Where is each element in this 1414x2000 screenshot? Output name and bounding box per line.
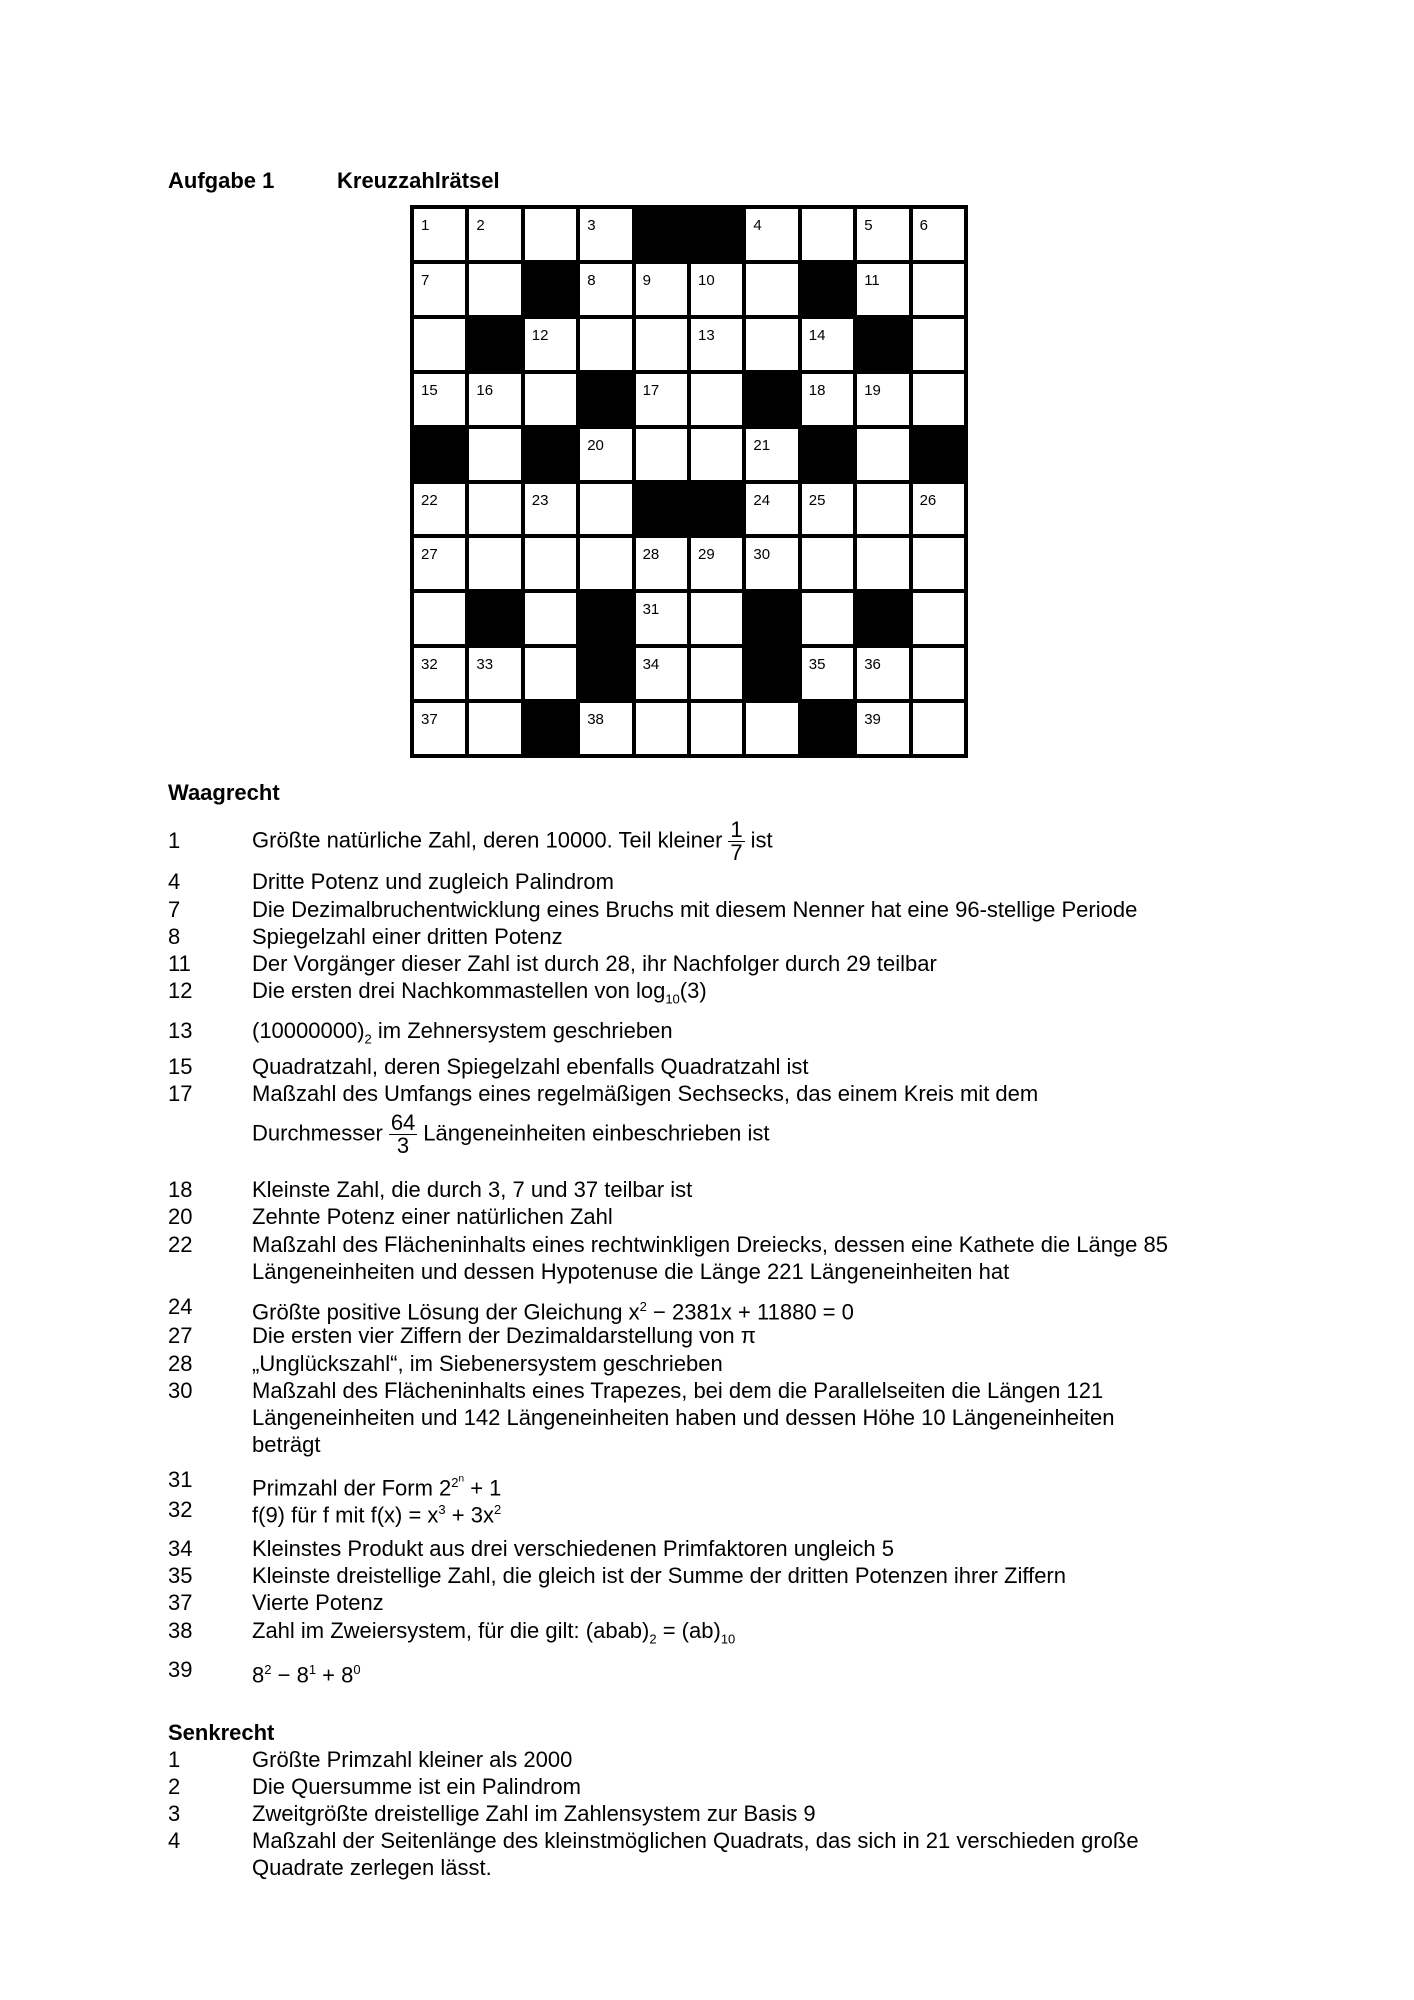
- clue-text: + 1: [470, 1475, 502, 1501]
- clue-text: Die ersten drei Nachkommastellen von: [252, 978, 630, 1003]
- task-label: Aufgabe 1: [168, 168, 275, 193]
- cell-number: 31: [642, 601, 660, 619]
- grid-cell[interactable]: [746, 319, 801, 374]
- grid-cell[interactable]: [469, 484, 524, 539]
- grid-cell[interactable]: [913, 593, 968, 648]
- exponent: 2: [639, 1299, 647, 1314]
- grid-cell[interactable]: [414, 319, 469, 374]
- clue-text: Zehnte Potenz einer natürlichen Zahl: [252, 1204, 613, 1229]
- clue-number: 37: [168, 1590, 193, 1615]
- grid-cell[interactable]: [414, 209, 469, 264]
- grid-cell[interactable]: [802, 593, 857, 648]
- exponent: 2: [493, 1502, 502, 1517]
- cell-number: 24: [753, 491, 771, 509]
- grid-cell[interactable]: [580, 538, 635, 593]
- clue-text: im Zehnersystem geschrieben: [377, 1018, 673, 1043]
- exponent: 2: [451, 1475, 459, 1491]
- grid-cell[interactable]: [746, 538, 801, 593]
- clue-text: Der Vorgänger dieser Zahl ist durch 28, ihr Nachfolger durch 29 teilbar: [252, 951, 937, 976]
- grid-cell[interactable]: [469, 648, 524, 703]
- grid-cell[interactable]: [913, 703, 968, 758]
- clue-number: 30: [168, 1378, 193, 1403]
- clue-number: 38: [168, 1618, 193, 1643]
- fraction-denominator: 7: [730, 840, 743, 865]
- equation-rest: − 2381x + 11880 = 0: [653, 1299, 854, 1325]
- number-base: 10: [720, 1631, 736, 1647]
- grid-cell[interactable]: [802, 484, 857, 539]
- clue-number: 17: [168, 1081, 193, 1106]
- grid-cell[interactable]: [691, 703, 746, 758]
- function-definition: f(x) = x: [370, 1502, 439, 1528]
- clue-number: 20: [168, 1204, 193, 1229]
- clue-number: 11: [168, 951, 191, 976]
- grid-cell[interactable]: [636, 703, 691, 758]
- cell-number: 7: [421, 271, 430, 289]
- grid-cell[interactable]: [857, 538, 912, 593]
- grid-cell[interactable]: [746, 429, 801, 484]
- log-base: 10: [665, 991, 680, 1007]
- cell-number: 35: [808, 656, 826, 674]
- fraction-denominator: 3: [396, 1133, 410, 1158]
- clue-text: Dritte Potenz und zugleich Palindrom: [252, 869, 614, 894]
- clue-number: 3: [168, 1801, 181, 1826]
- grid-cell[interactable]: [913, 538, 968, 593]
- fraction: [389, 1112, 417, 1157]
- grid-cell[interactable]: [636, 648, 691, 703]
- cell-number: 27: [421, 546, 438, 564]
- cell-number: 30: [753, 546, 771, 564]
- grid-cell[interactable]: [414, 484, 469, 539]
- number-base: 2: [649, 1631, 657, 1647]
- grid-cell[interactable]: [580, 209, 635, 264]
- clue-text: Die ersten vier Ziffern der Dezimaldarstellung von: [252, 1323, 735, 1348]
- exponent-of-exponent: n: [458, 1474, 465, 1485]
- cell-number: 37: [421, 711, 438, 729]
- grid-cell[interactable]: [857, 484, 912, 539]
- grid-cell[interactable]: [469, 429, 524, 484]
- clue-number: 8: [168, 924, 181, 949]
- exponent: 2: [264, 1662, 272, 1677]
- clue-number: 13: [168, 1018, 193, 1043]
- cell-number: 2: [476, 217, 485, 234]
- clue-number: 28: [168, 1351, 193, 1376]
- grid-cell[interactable]: [691, 538, 746, 593]
- clue-text: Die Quersumme ist ein Palindrom: [252, 1774, 581, 1799]
- cell-number: 15: [421, 381, 438, 399]
- clue-number: 15: [168, 1054, 193, 1079]
- cell-number: 23: [531, 491, 549, 509]
- cell-number: 34: [642, 656, 660, 674]
- clue-text: Primzahl der Form: [252, 1475, 433, 1501]
- grid-cell[interactable]: [469, 374, 524, 429]
- fraction-numerator: 1: [730, 817, 743, 842]
- log-symbol: log: [635, 978, 666, 1003]
- cell-number: 16: [476, 381, 494, 399]
- black-cell: [525, 264, 580, 319]
- cell-number: 4: [753, 217, 762, 234]
- log-argument: (3): [679, 978, 707, 1003]
- clue-number: 4: [168, 1828, 181, 1853]
- black-cell: [580, 648, 635, 703]
- grid-cell[interactable]: [913, 319, 968, 374]
- grid-cell[interactable]: [580, 484, 635, 539]
- clue-text: Zahl im Zweiersystem, für die gilt:: [252, 1618, 580, 1643]
- power-base: − 8: [277, 1662, 309, 1688]
- grid-cell[interactable]: [469, 703, 524, 758]
- grid-cell[interactable]: [691, 593, 746, 648]
- grid-cell[interactable]: [414, 538, 469, 593]
- number-base: 2: [364, 1031, 372, 1047]
- clue-text: Längeneinheiten und 142 Längeneinheiten haben und dessen Höhe 10 Längeneinheiten: [252, 1405, 1115, 1430]
- exponent: 3: [438, 1502, 446, 1517]
- cell-number: 14: [808, 326, 826, 344]
- black-cell: [746, 648, 801, 703]
- down-title: Senkrecht: [168, 1720, 275, 1745]
- clue-number: 22: [168, 1232, 193, 1257]
- cell-number: 5: [864, 217, 873, 234]
- clue-text: Quadratzahl, deren Spiegelzahl ebenfalls Quadratzahl ist: [252, 1054, 809, 1079]
- equation-lhs: (abab): [585, 1618, 650, 1643]
- power-base: 2: [439, 1475, 452, 1501]
- grid-cell[interactable]: [913, 648, 968, 703]
- pi-symbol: π: [740, 1323, 756, 1348]
- exponent: 0: [353, 1662, 361, 1677]
- grid-cell[interactable]: [414, 264, 469, 319]
- clue-text: Maßzahl des Umfangs eines regelmäßigen Sechsecks, das einem Kreis mit dem: [252, 1081, 1039, 1106]
- clue-text: „Unglückszahl“, im Siebenersystem geschrieben: [252, 1351, 723, 1376]
- clue-number: 1: [168, 828, 181, 853]
- cell-number: 22: [421, 491, 438, 509]
- cell-number: 10: [698, 271, 715, 289]
- clue-number: 1: [168, 1747, 181, 1772]
- clue-number: 35: [168, 1563, 193, 1588]
- grid-cell[interactable]: [580, 429, 635, 484]
- cell-number: 11: [864, 271, 880, 289]
- grid-cell[interactable]: [469, 538, 524, 593]
- across-title: Waagrecht: [168, 780, 280, 805]
- grid-cell[interactable]: [857, 648, 912, 703]
- clue-text: Spiegelzahl einer dritten Potenz: [252, 924, 563, 949]
- clue-text: Größte natürliche Zahl, deren 10000. Teil kleiner: [252, 827, 723, 853]
- clue-text: Längeneinheiten und dessen Hypotenuse die Länge 221 Längeneinheiten hat: [252, 1259, 1010, 1284]
- grid-cell[interactable]: [636, 374, 691, 429]
- binary-value: (10000000): [252, 1018, 365, 1043]
- clue-text: Längeneinheiten einbeschrieben ist: [423, 1120, 770, 1146]
- cell-number: 3: [587, 217, 596, 234]
- cell-number: 36: [864, 656, 881, 674]
- grid-cell[interactable]: [414, 648, 469, 703]
- function-term: + 3x: [451, 1502, 494, 1528]
- cell-number: 18: [808, 381, 826, 399]
- crossword-grid: [410, 205, 968, 758]
- black-cell: [469, 319, 524, 374]
- grid-cell[interactable]: [746, 703, 801, 758]
- puzzle-title: Kreuzzahlrätsel: [337, 168, 500, 193]
- cell-number: 12: [531, 326, 549, 344]
- grid-cell[interactable]: [525, 593, 580, 648]
- cell-number: 33: [476, 656, 494, 674]
- cell-number: 13: [698, 326, 715, 344]
- cell-number: 17: [642, 381, 660, 399]
- grid-cell[interactable]: [802, 374, 857, 429]
- grid-cell[interactable]: [525, 319, 580, 374]
- grid-cell[interactable]: [580, 319, 635, 374]
- cell-number: 32: [421, 656, 438, 674]
- cell-number: 20: [587, 436, 604, 454]
- exponent: 1: [308, 1662, 317, 1677]
- grid-cell[interactable]: [802, 319, 857, 374]
- clue-text: ist: [750, 827, 773, 853]
- clue-text: Quadrate zerlegen lässt.: [252, 1855, 492, 1880]
- clue-number: 31: [168, 1467, 193, 1492]
- grid-cell[interactable]: [857, 264, 912, 319]
- black-cell: [525, 703, 580, 758]
- grid-cell[interactable]: [525, 374, 580, 429]
- variable: x: [628, 1299, 640, 1325]
- black-cell: [636, 484, 691, 539]
- black-cell: [469, 593, 524, 648]
- fraction: [728, 819, 744, 864]
- grid-cell[interactable]: [802, 648, 857, 703]
- cell-number: 9: [642, 271, 651, 289]
- grid-cell[interactable]: [580, 703, 635, 758]
- grid-cell[interactable]: [525, 648, 580, 703]
- black-cell: [802, 703, 857, 758]
- grid-cell[interactable]: [857, 374, 912, 429]
- grid-cell[interactable]: [746, 264, 801, 319]
- clue-text: Maßzahl des Flächeninhalts eines Trapezes, bei dem die Parallelseiten die Längen 121: [252, 1378, 1104, 1403]
- grid-cell[interactable]: [913, 209, 968, 264]
- black-cell: [857, 593, 912, 648]
- black-cell: [691, 484, 746, 539]
- grid-cell[interactable]: [636, 319, 691, 374]
- clue-text: Durchmesser: [252, 1120, 383, 1146]
- grid-cell[interactable]: [746, 484, 801, 539]
- black-cell: [414, 429, 469, 484]
- grid-cell[interactable]: [636, 264, 691, 319]
- clue-text: Zweitgrößte dreistellige Zahl im Zahlensystem zur Basis 9: [252, 1801, 816, 1826]
- clue-number: 32: [168, 1497, 193, 1522]
- clue-text: Kleinste dreistellige Zahl, die gleich ist der Summe der dritten Potenzen ihrer Ziffern: [252, 1563, 1066, 1588]
- cell-number: 38: [587, 711, 604, 729]
- grid-cell[interactable]: [414, 593, 469, 648]
- clue-number: 2: [168, 1774, 181, 1799]
- clue-number: 18: [168, 1177, 193, 1202]
- black-cell: [857, 319, 912, 374]
- black-cell: [802, 429, 857, 484]
- grid-cell[interactable]: [802, 209, 857, 264]
- cell-number: 26: [919, 491, 937, 509]
- black-cell: [580, 593, 635, 648]
- clue-text: Maßzahl des Flächeninhalts eines rechtwinkligen Dreiecks, dessen eine Kathete die Länge 85: [252, 1232, 1168, 1257]
- clue-text: Die Dezimalbruchentwicklung eines Bruchs mit diesem Nenner hat eine 96-stellige Periode: [252, 897, 1138, 922]
- grid-cell[interactable]: [691, 319, 746, 374]
- black-cell: [580, 374, 635, 429]
- grid-cell[interactable]: [913, 374, 968, 429]
- cell-number: 28: [642, 546, 660, 564]
- cell-number: 19: [864, 381, 881, 399]
- clue-number: 7: [168, 897, 181, 922]
- grid-cell[interactable]: [636, 538, 691, 593]
- clue-text: Größte Primzahl kleiner als 2000: [252, 1747, 573, 1772]
- clue-text: f(9) für f mit: [252, 1502, 365, 1528]
- clue-number: 39: [168, 1657, 193, 1682]
- clue-text: Maßzahl der Seitenlänge des kleinstmöglichen Quadrats, das sich in 21 verschieden große: [252, 1828, 1139, 1853]
- fraction-numerator: 64: [390, 1110, 416, 1135]
- grid-cell[interactable]: [414, 703, 469, 758]
- grid-cell[interactable]: [691, 429, 746, 484]
- grid-cell[interactable]: [469, 209, 524, 264]
- black-cell: [525, 429, 580, 484]
- grid-cell[interactable]: [857, 209, 912, 264]
- power-base: + 8: [322, 1662, 354, 1688]
- grid-cell[interactable]: [525, 538, 580, 593]
- clue-number: 4: [168, 869, 181, 894]
- grid-cell[interactable]: [414, 374, 469, 429]
- clue-text: beträgt: [252, 1432, 321, 1457]
- cell-number: 25: [808, 491, 826, 509]
- power-base: 8: [252, 1662, 265, 1688]
- clue-text: Kleinstes Produkt aus drei verschiedenen Primfaktoren ungleich 5: [252, 1536, 895, 1561]
- grid-cell[interactable]: [691, 374, 746, 429]
- black-cell: [636, 209, 691, 264]
- cell-number: 1: [421, 217, 430, 234]
- grid-cell[interactable]: [691, 264, 746, 319]
- clue-number: 24: [168, 1294, 193, 1319]
- grid-cell[interactable]: [469, 264, 524, 319]
- black-cell: [802, 264, 857, 319]
- cell-number: 8: [587, 271, 596, 289]
- grid-cell[interactable]: [913, 264, 968, 319]
- grid-cell[interactable]: [525, 484, 580, 539]
- clue-text: Vierte Potenz: [252, 1590, 384, 1615]
- clue-text: Kleinste Zahl, die durch 3, 7 und 37 teilbar ist: [252, 1177, 693, 1202]
- cell-number: 39: [864, 711, 881, 729]
- cell-number: 29: [698, 546, 715, 564]
- equation-rhs: = (ab): [662, 1618, 721, 1643]
- grid-cell[interactable]: [691, 648, 746, 703]
- black-cell: [746, 593, 801, 648]
- grid-cell[interactable]: [525, 209, 580, 264]
- black-cell: [691, 209, 746, 264]
- grid-cell[interactable]: [913, 484, 968, 539]
- grid-cell[interactable]: [580, 264, 635, 319]
- grid-cell[interactable]: [857, 703, 912, 758]
- clue-text: Größte positive Lösung der Gleichung: [252, 1299, 623, 1325]
- grid-cell[interactable]: [746, 209, 801, 264]
- grid-cell[interactable]: [857, 429, 912, 484]
- grid-cell[interactable]: [802, 538, 857, 593]
- black-cell: [746, 374, 801, 429]
- cell-number: 6: [919, 217, 928, 234]
- black-cell: [913, 429, 968, 484]
- grid-cell[interactable]: [636, 593, 691, 648]
- cell-number: 21: [753, 436, 771, 454]
- clue-number: 27: [168, 1323, 193, 1348]
- clue-number: 12: [168, 978, 193, 1003]
- clue-number: 34: [168, 1536, 193, 1561]
- grid-cell[interactable]: [636, 429, 691, 484]
